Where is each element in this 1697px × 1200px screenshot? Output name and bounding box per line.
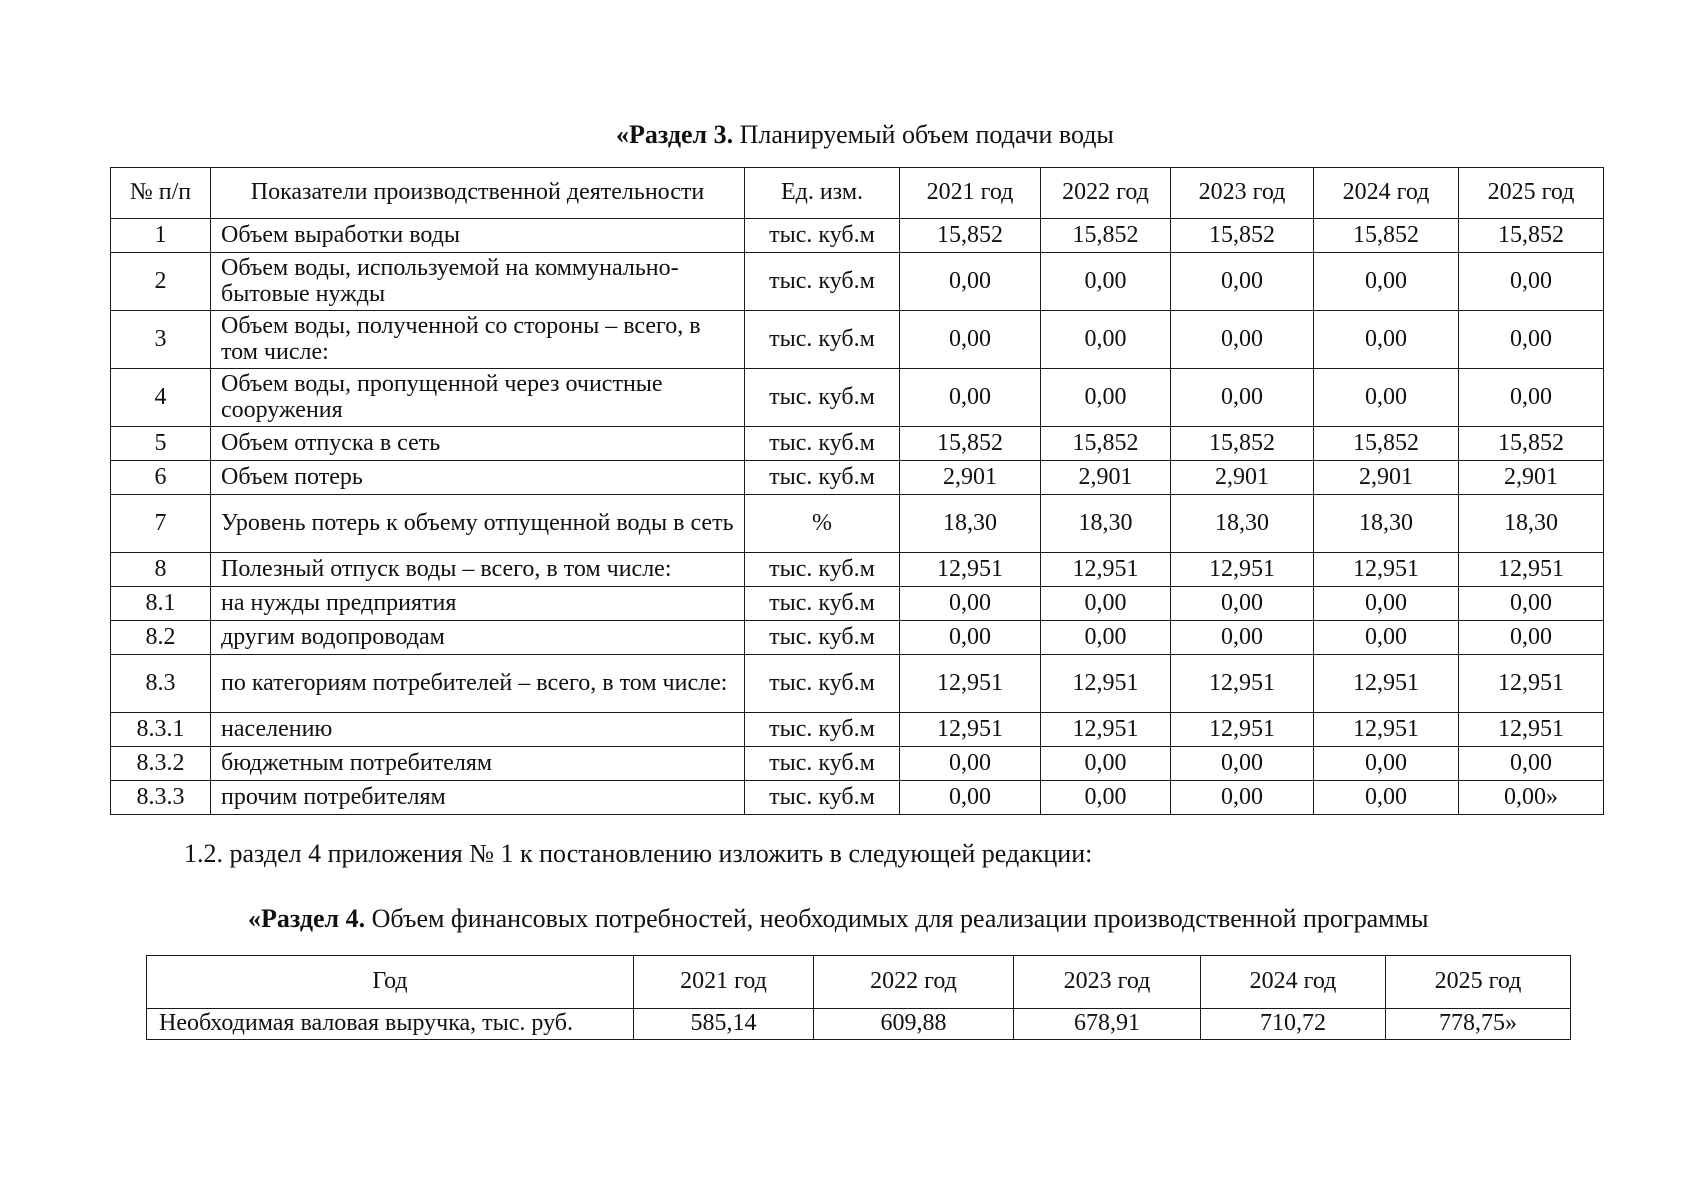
row-indicator: населению (211, 713, 745, 747)
value-2024: 12,951 (1314, 655, 1459, 713)
value-2024: 0,00 (1314, 621, 1459, 655)
section-3-title-bold: «Раздел 3. (616, 120, 734, 149)
header-num: № п/п (111, 168, 211, 219)
value-2025: 0,00 (1459, 587, 1604, 621)
value-2021: 0,00 (900, 781, 1041, 815)
row-unit: тыс. куб.м (745, 553, 900, 587)
section-4-title-text: Объем финансовых потребностей, необходимых для реализации производственной программы (365, 904, 1429, 933)
value-2022: 0,00 (1041, 311, 1171, 369)
value-2023: 0,00 (1171, 311, 1314, 369)
header-year-2021: 2021 год (900, 168, 1041, 219)
value-2024: 12,951 (1314, 553, 1459, 587)
row-unit: тыс. куб.м (745, 253, 900, 311)
table-row (111, 253, 1604, 311)
value-2021: 12,951 (900, 553, 1041, 587)
table-row (111, 219, 1604, 253)
header-year-2024: 2024 год (1201, 956, 1386, 1009)
value-2021: 2,901 (900, 461, 1041, 495)
value-2021: 0,00 (900, 587, 1041, 621)
value-2025: 0,00 (1459, 369, 1604, 427)
header-year-2025: 2025 год (1386, 956, 1571, 1009)
value-2022: 0,00 (1041, 587, 1171, 621)
value-2021: 12,951 (900, 713, 1041, 747)
value-2021: 0,00 (900, 747, 1041, 781)
row-number: 8.3.3 (111, 781, 211, 815)
row-number: 6 (111, 461, 211, 495)
header-indicator: Показатели производственной деятельности (211, 168, 745, 219)
value-2025: 0,00 (1459, 253, 1604, 311)
table-row (111, 587, 1604, 621)
value-2023: 12,951 (1171, 713, 1314, 747)
row-number: 8 (111, 553, 211, 587)
table-header-row (147, 956, 1571, 1009)
row-unit: тыс. куб.м (745, 587, 900, 621)
table-row (111, 369, 1604, 427)
table-header-row (111, 168, 1604, 219)
row-number: 8.1 (111, 587, 211, 621)
value-2021: 0,00 (900, 311, 1041, 369)
row-unit: тыс. куб.м (745, 655, 900, 713)
row-indicator: Объем воды, используемой на коммунально-бытовые нужды (211, 253, 745, 311)
row-unit: тыс. куб.м (745, 781, 900, 815)
value-2022: 2,901 (1041, 461, 1171, 495)
financial-needs-table (146, 955, 1571, 1040)
value-2022: 18,30 (1041, 495, 1171, 553)
header-year-2022: 2022 год (814, 956, 1014, 1009)
value-2024: 0,00 (1314, 781, 1459, 815)
header-year-2021: 2021 год (634, 956, 814, 1009)
row-number: 2 (111, 253, 211, 311)
row-indicator: Объем воды, полученной со стороны – всего, в том числе: (211, 311, 745, 369)
row-indicator: бюджетным потребителям (211, 747, 745, 781)
value-2024: 0,00 (1314, 587, 1459, 621)
value-2024: 710,72 (1201, 1009, 1386, 1040)
row-indicator: Объем потерь (211, 461, 745, 495)
value-2022: 0,00 (1041, 781, 1171, 815)
value-2024: 0,00 (1314, 369, 1459, 427)
row-unit: % (745, 495, 900, 553)
row-number: 4 (111, 369, 211, 427)
row-unit: тыс. куб.м (745, 311, 900, 369)
value-2025: 0,00» (1459, 781, 1604, 815)
row-indicator: Объем воды, пропущенной через очистные сооружения (211, 369, 745, 427)
row-indicator: Уровень потерь к объему отпущенной воды в сеть (211, 495, 745, 553)
row-unit: тыс. куб.м (745, 747, 900, 781)
value-2021: 0,00 (900, 369, 1041, 427)
row-indicator: прочим потребителям (211, 781, 745, 815)
section-3-title (616, 122, 1114, 148)
table-row (147, 1009, 1571, 1040)
value-2023: 0,00 (1171, 747, 1314, 781)
value-2025: 18,30 (1459, 495, 1604, 553)
value-2025: 0,00 (1459, 311, 1604, 369)
row-number: 8.3 (111, 655, 211, 713)
table-row (111, 495, 1604, 553)
value-2025: 12,951 (1459, 553, 1604, 587)
value-2022: 0,00 (1041, 369, 1171, 427)
value-2025: 0,00 (1459, 747, 1604, 781)
header-year-2023: 2023 год (1014, 956, 1201, 1009)
value-2024: 0,00 (1314, 253, 1459, 311)
value-2024: 15,852 (1314, 427, 1459, 461)
value-2023: 0,00 (1171, 369, 1314, 427)
value-2021: 0,00 (900, 621, 1041, 655)
value-2023: 0,00 (1171, 781, 1314, 815)
header-year-2023: 2023 год (1171, 168, 1314, 219)
row-unit: тыс. куб.м (745, 621, 900, 655)
value-2025: 15,852 (1459, 427, 1604, 461)
amendment-paragraph: 1.2. раздел 4 приложения № 1 к постановлению изложить в следующей редакции: (184, 839, 1093, 868)
row-indicator: на нужды предприятия (211, 587, 745, 621)
value-2023: 15,852 (1171, 219, 1314, 253)
row-indicator: Полезный отпуск воды – всего, в том числе: (211, 553, 745, 587)
value-2021: 12,951 (900, 655, 1041, 713)
value-2024: 12,951 (1314, 713, 1459, 747)
row-number: 5 (111, 427, 211, 461)
table-row (111, 713, 1604, 747)
header-year-2025: 2025 год (1459, 168, 1604, 219)
value-2021: 15,852 (900, 219, 1041, 253)
value-2021: 585,14 (634, 1009, 814, 1040)
row-unit: тыс. куб.м (745, 369, 900, 427)
value-2022: 12,951 (1041, 713, 1171, 747)
value-2022: 0,00 (1041, 253, 1171, 311)
water-supply-table (110, 167, 1604, 815)
value-2024: 18,30 (1314, 495, 1459, 553)
value-2025: 12,951 (1459, 713, 1604, 747)
value-2024: 0,00 (1314, 747, 1459, 781)
section-4-title (248, 906, 1429, 932)
value-2024: 15,852 (1314, 219, 1459, 253)
table-row (111, 747, 1604, 781)
header-year-label: Год (147, 956, 634, 1009)
section-3-title-text: Планируемый объем подачи воды (733, 120, 1114, 149)
value-2022: 0,00 (1041, 747, 1171, 781)
value-2021: 0,00 (900, 253, 1041, 311)
value-2023: 12,951 (1171, 553, 1314, 587)
row-number: 1 (111, 219, 211, 253)
value-2022: 15,852 (1041, 427, 1171, 461)
value-2025: 0,00 (1459, 621, 1604, 655)
table-row (111, 553, 1604, 587)
value-2021: 15,852 (900, 427, 1041, 461)
row-number: 8.2 (111, 621, 211, 655)
value-2024: 0,00 (1314, 311, 1459, 369)
value-2022: 609,88 (814, 1009, 1014, 1040)
row-name: Необходимая валовая выручка, тыс. руб. (147, 1009, 634, 1040)
table-row (111, 461, 1604, 495)
value-2023: 0,00 (1171, 587, 1314, 621)
header-unit: Ед. изм. (745, 168, 900, 219)
row-number: 3 (111, 311, 211, 369)
value-2025: 15,852 (1459, 219, 1604, 253)
value-2023: 678,91 (1014, 1009, 1201, 1040)
value-2023: 0,00 (1171, 253, 1314, 311)
value-2025: 12,951 (1459, 655, 1604, 713)
value-2025: 2,901 (1459, 461, 1604, 495)
section-4-title-bold: «Раздел 4. (248, 904, 366, 933)
value-2023: 0,00 (1171, 621, 1314, 655)
value-2022: 12,951 (1041, 655, 1171, 713)
row-unit: тыс. куб.м (745, 219, 900, 253)
table-row (111, 427, 1604, 461)
row-indicator: другим водопроводам (211, 621, 745, 655)
row-indicator: Объем отпуска в сеть (211, 427, 745, 461)
table-row (111, 781, 1604, 815)
header-year-2024: 2024 год (1314, 168, 1459, 219)
table-row (111, 311, 1604, 369)
row-unit: тыс. куб.м (745, 461, 900, 495)
table-row (111, 655, 1604, 713)
value-2023: 2,901 (1171, 461, 1314, 495)
value-2023: 12,951 (1171, 655, 1314, 713)
value-2025: 778,75» (1386, 1009, 1571, 1040)
value-2021: 18,30 (900, 495, 1041, 553)
value-2022: 0,00 (1041, 621, 1171, 655)
row-unit: тыс. куб.м (745, 427, 900, 461)
row-number: 8.3.1 (111, 713, 211, 747)
row-number: 7 (111, 495, 211, 553)
row-number: 8.3.2 (111, 747, 211, 781)
value-2022: 12,951 (1041, 553, 1171, 587)
value-2023: 18,30 (1171, 495, 1314, 553)
row-unit: тыс. куб.м (745, 713, 900, 747)
table-row (111, 621, 1604, 655)
row-indicator: Объем выработки воды (211, 219, 745, 253)
row-indicator: по категориям потребителей – всего, в том числе: (211, 655, 745, 713)
value-2024: 2,901 (1314, 461, 1459, 495)
value-2023: 15,852 (1171, 427, 1314, 461)
value-2022: 15,852 (1041, 219, 1171, 253)
header-year-2022: 2022 год (1041, 168, 1171, 219)
